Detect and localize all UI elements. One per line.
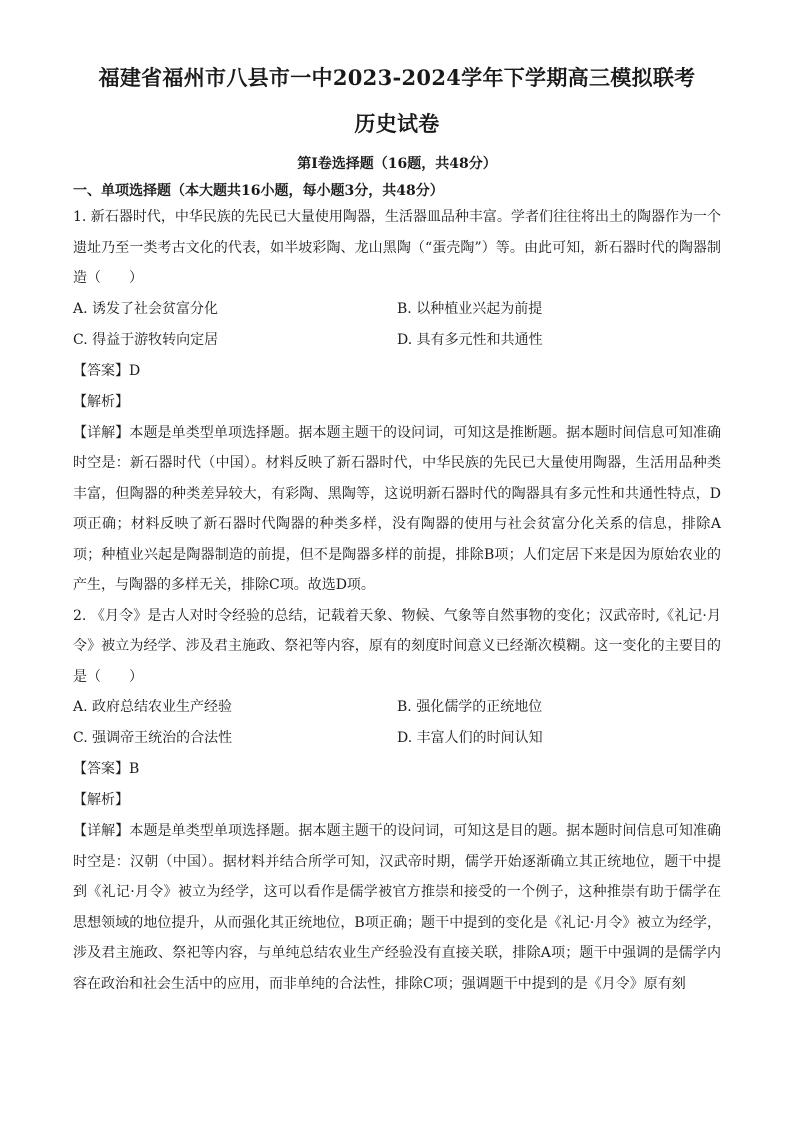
answer: 【答案】B: [73, 761, 140, 777]
option-d: D. 具有多元性和共通性: [397, 331, 543, 348]
option-c: C. 强调帝王统治的合法性: [73, 730, 233, 746]
option-row: [73, 723, 721, 754]
option-row: [73, 692, 721, 723]
part-heading: 第Ⅰ卷选择题（16题，共48分）: [297, 156, 497, 172]
analysis-label: 【解析】: [73, 393, 129, 410]
option-d: D. 丰富人们的时间认知: [397, 730, 543, 746]
analysis-detail: 【详解】本题是单类型单项选择题。据本题主题干的设问词，可知这是推断题。据本题时间信息可知准确时空是：新石器时代（中国）。材料反映了新石器时代，中华民族的先民已大量使用陶器，生活用品种类丰富，但陶器的种类差异较大，有彩陶、黑陶等，这说明新石器时代的陶器具有多元性和共通性特点，D项正确；材料反映了新石器时代陶器的种类多样，没有陶器的使用与社会贫富分化关系的信息，排除A项；种植业兴起是陶器制造的前提，但不是陶器多样的前提，排除B项；人们定居下来是因为原始农业的产生，与陶器的多样无关，排除C项。故选D项。: [73, 424, 721, 593]
exam-subtitle: 历史试卷: [354, 111, 440, 136]
option-a: A. 诱发了社会贫富分化: [73, 300, 219, 317]
option-row: [73, 325, 721, 356]
option-row: [73, 294, 721, 325]
option-c: C. 得益于游牧转向定居: [73, 331, 219, 348]
analysis-detail: 【详解】本题是单类型单项选择题。据本题主题干的设问词，可知这是目的题。据本题时间信息可知准确时空是：汉朝（中国）。据材料并结合所学可知，汉武帝时期，儒学开始逐渐确立其正统地位，题干中提到《礼记·月令》被立为经学，这可以看作是儒学被官方推崇和接受的一个例子，这种推崇有助于儒学在思想领域的地位提升，从而强化其正统地位，B项正确；题干中提到的变化是《礼记·月令》被立为经学，涉及君主施政、祭祀等内容，与单纯总结农业生产经验没有直接关联，排除A项；题干中强调的是儒学内容在政治和社会生活中的应用，而非单纯的合法性，排除C项；强调题干中提到的是《月令》原有刻: [73, 823, 721, 992]
exam-page: [73, 62, 721, 999]
option-a: A. 政府总结农业生产经验: [73, 699, 233, 715]
section-heading: 一、单项选择题（本大题共16小题，每小题3分，共48分）: [73, 183, 444, 199]
analysis-label: 【解析】: [73, 792, 129, 808]
question-stem: 2. 《月令》是古人对时令经验的总结，记载着天象、物候、气象等自然事物的变化；汉武帝时,《礼记·月令》被立为经学、涉及君主施政、祭祀等内容，原有的刻度时间意义已经渐次模糊。这一变化的主要目的是（ ）: [73, 607, 721, 685]
answer: 【答案】D: [73, 362, 141, 379]
question-2: [73, 601, 721, 1000]
option-b: B. 强化儒学的正统地位: [397, 699, 543, 715]
question-stem: 1. 新石器时代，中华民族的先民已大量使用陶器，生活器皿品种丰富。学者们往往将出土的陶器作为一个遗址乃至一类考古文化的代表，如半坡彩陶、龙山黑陶（“蛋壳陶”）等。由此可知，新石器时代的陶器制造（ ）: [73, 209, 721, 286]
question-1: [73, 202, 721, 601]
exam-title: 福建省福州市八县市一中2023-2024学年下学期高三模拟联考: [98, 65, 696, 90]
option-b: B. 以种植业兴起为前提: [397, 300, 543, 317]
